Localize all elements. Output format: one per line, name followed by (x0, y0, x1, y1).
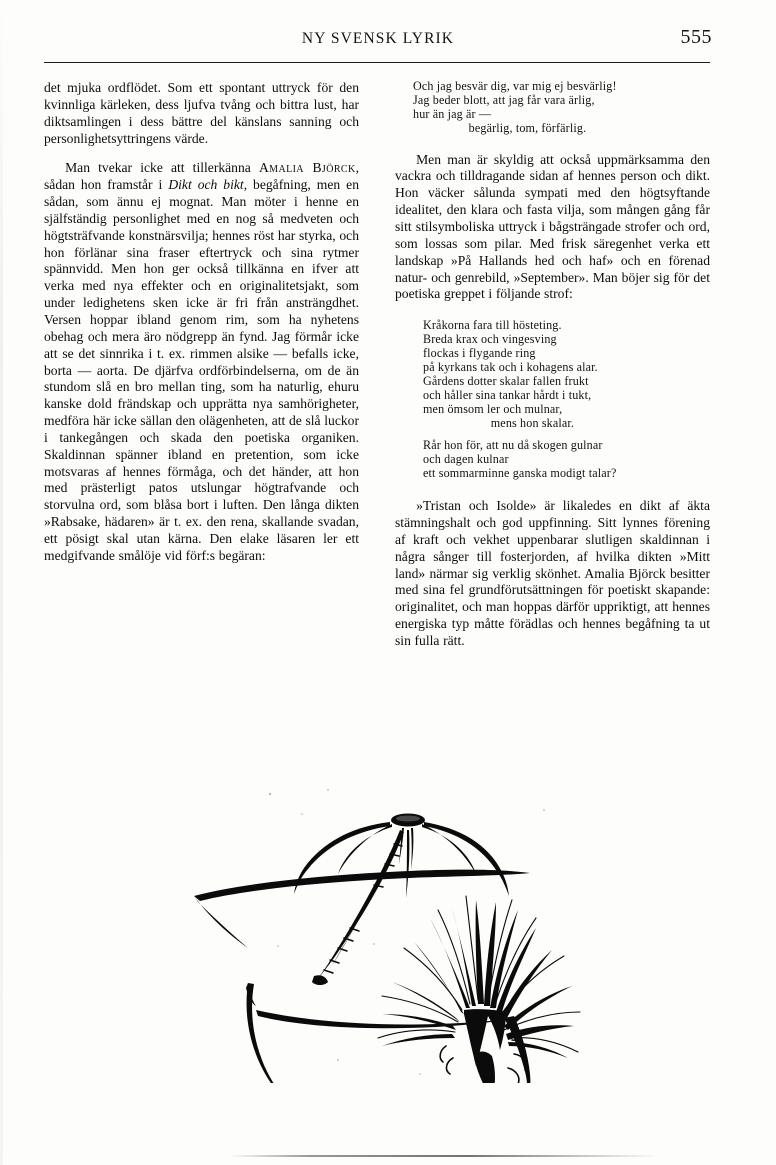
verse-line: men ömsom ler och mulnar, (423, 401, 563, 416)
verse-line: begärlig, tom, förfärlig. (468, 120, 587, 135)
verse-line: mens hon skalar. (490, 415, 575, 430)
author-name-smallcaps: Amalia Björck (258, 160, 356, 176)
verse-line: flockas i flygande ring (423, 346, 536, 361)
verse-line: Kråkorna fara till hösteting. (423, 318, 562, 333)
scan-edge-bottom (230, 1155, 660, 1157)
running-head (44, 26, 712, 60)
verse-line: och dagen kulnar (423, 452, 509, 467)
verse-line: Och jag besvär dig, var mig ej besvärlig! (413, 79, 617, 93)
paragraph-lead-text: Man tvekar icke att tillerkänna (65, 160, 259, 176)
verse-krakorna (395, 319, 710, 481)
page-number: 555 (680, 26, 712, 48)
body-columns (44, 80, 710, 780)
paragraph-tristan-och-isolde: »Tristan och Isolde» är likaledes en dikt af äkta stämningshalt och god uppfinning. Sitt lynnes förening af kraft och vekhet uppenbarar slutligen skaldinnan i några sånger till fosterjorden, af hvilka dikten »Mitt land» närmar sig verklig skönhet. Amalia Björck besitter med sina fel grundförutsättningen för poetiskt skapande: originalitet, och man hoppas därför uppriktigt, att hennes energiska typ måtte förädlas och hennes begåfning ta ut sin fulla rätt. (395, 498, 710, 648)
verse-besvarlig (395, 80, 710, 136)
decorative-vignette (178, 778, 598, 1083)
column-right (395, 80, 710, 650)
header-rule (44, 62, 710, 63)
column-left (44, 80, 359, 565)
paragraph-mid-text: , sådan hon framstår i (44, 160, 359, 193)
verse-line: Jag beder blott, att jag får vara ärlig, (413, 92, 595, 107)
verse-line: Gårdens dotter skalar fallen frukt (423, 373, 589, 388)
paragraph-ordflodet: det mjuka ordflödet. Som ett spontant uttryck för den kvinnliga kärleken, dess ljufva tvång och bittra lust, har diktsamlingen i dess bättre del känslans sanning och personlighetsyttringens värde. (44, 80, 359, 146)
verse-line: Breda krax och vingesving (423, 332, 557, 347)
verse-line: och håller sina tankar hårdt i tukt, (423, 387, 592, 402)
running-head-title: NY SVENSK LYRIK (301, 30, 455, 47)
book-title-italic: Dikt och bikt (168, 177, 244, 193)
verse-line: hur än jag är — (413, 106, 492, 121)
verse-line: Rår hon för, att nu då skogen gulnar (423, 438, 603, 453)
paragraph-amalia-bjorck (44, 160, 359, 564)
paragraph-rest-text: , begåfning, men en sådan, som ännu ej mognat. Man möter i henne en själfständig personlighet med en nog så medveten och högtsträfvande konstnärsvilja; hennes röst har styrka, och hon förlänar sina fraser eftertryck och sina rytmer spännvidd. Men hon ger också tillkänna en ifver att verka med nya effekter och en originalitetsjakt, som under ledighetens sken icke är fri från ansträngdhet. Versen hoppar ibland genom rim, som ha nyhetens obehag och mera äro nödgrepp än fynd. Jag förmår icke att se det sinnrika i t. ex. rimmen alsike — befalls icke, borta — aorta. De djärfva ordförbindelserna, om de än stundom slå en bro mellan ting, som ha naturlig, ehuru kanske dold frändskap och upprätta nya samhörigheter, medföra här icke sällan den olägenheten, att de slå luckor i tankegången och skada den poetiska organiken. Skaldinnan spänner ibland en pretention, som icke motsvaras af hennes förmåga, och det händer, att hon med prästerligt patos utslungar högtrafvande och storvulna ord, som blåsa bort i luften. Den långa dikten »Rabsake, hädaren» är t. ex. den rena, skallande svadan, ett pösigt skal utan kärna. Den elake läsaren ler ett medgifvande smålöje vid förf:s begäran: (44, 177, 359, 563)
paragraph-uppmarksamma: Men man är skyldig att också uppmärksamma den vackra och tilldragande sidan af hennes person och dikt. Hon väcker sålunda sympati med den högtsyftande idealitet, den klara och fasta vilja, som mången gång får sitt stilsymboliska uttryck i bågsträngade strofer och ord, som lossas som pilar. Med frisk säregenhet verka ett landskap »På Hallands hed och haf» och en förenad natur- och genrebild, »September». Man böjer sig för det poetiska greppet i följande strof: (395, 151, 710, 302)
verse-line: ett sommarminne ganska modigt talar? (423, 466, 617, 481)
scan-edge-left (0, 0, 3, 1165)
verse-line: på kyrkans tak och i kohagens alar. (423, 359, 598, 374)
